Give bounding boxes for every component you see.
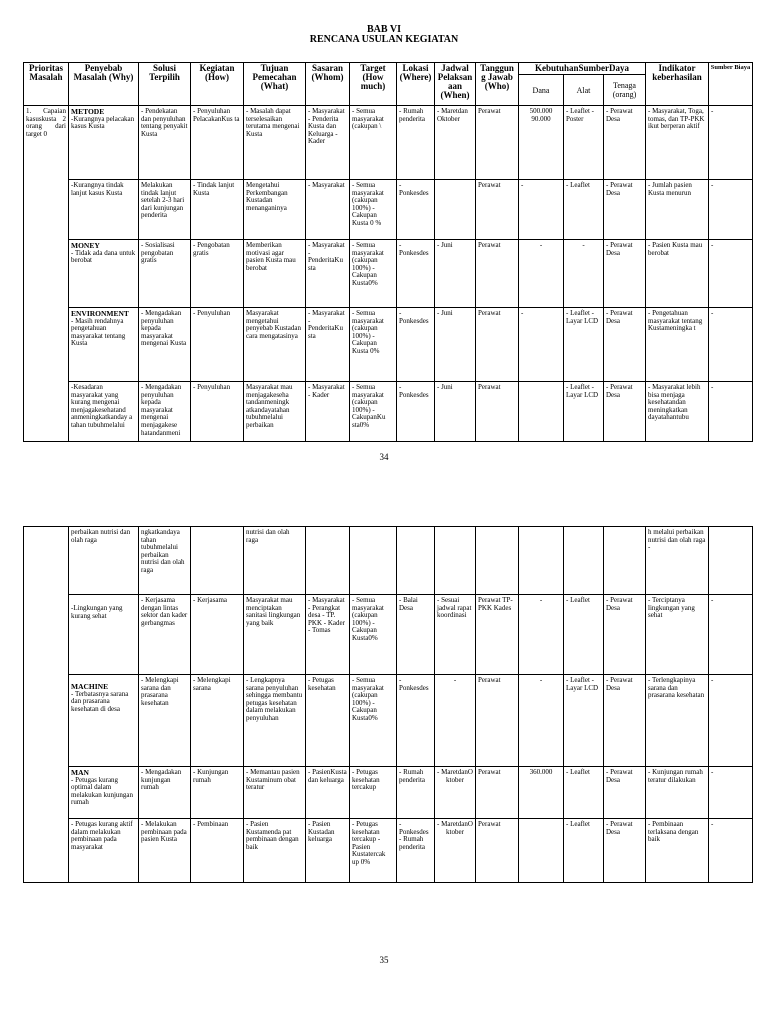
table-cell: - MaretdanO ktober (435, 767, 476, 819)
table-cell: Memberikan motivasi agar pasien Kusta mau berobat (244, 240, 306, 308)
table-cell: - Mengadakan penyuluhan kepada masyarakat mengenai Kusta (139, 308, 191, 382)
table-cell: - (564, 240, 604, 308)
table-cell: - Perawat Desa (604, 106, 646, 180)
table-cell (435, 527, 476, 595)
table-cell (435, 180, 476, 240)
table-cell: - Perawat Desa (604, 180, 646, 240)
table-cell: - Juni (435, 382, 476, 442)
table-cell: - Leaflet - Layar LCD (564, 308, 604, 382)
col-penyebab: Penyebab Masalah (Why) (69, 63, 139, 106)
table-cell: Masyarakat mau menjagakeseha tandanmeningk atkandayatahan tubuhmelalui perbaikan (244, 382, 306, 442)
col-prioritas: Prioritas Masalah (24, 63, 69, 106)
table-cell: Mengetahui Perkembangan Kustadan menanganinya (244, 180, 306, 240)
table-cell: - Jumlah pasien Kusta menurun (646, 180, 709, 240)
col-lokasi: Lokasi (Where) (397, 63, 435, 106)
table-cell: - (709, 767, 753, 819)
col-sumber: Sumber Biaya (709, 63, 753, 106)
table-cell: nutrisi dan olah raga (244, 527, 306, 595)
table-cell: - Leaflet - Layar LCD (564, 675, 604, 767)
table-cell: - Rumah penderita (397, 106, 435, 180)
table-cell: - (519, 240, 564, 308)
table-cell: 500.000 90.000 (519, 106, 564, 180)
table-cell: - Petugas kesehatan tercakup (350, 767, 397, 819)
prioritas-masalah: 1. Capaian kasuskusta 2 orang dari target 0 (24, 106, 69, 442)
table-cell: - Ponkesdes (397, 675, 435, 767)
table-cell: - Terlengkapinya sarana dan prasarana kesehatan (646, 675, 709, 767)
table-cell: MONEY - Tidak ada dana untuk berobat (69, 240, 139, 308)
table-cell: -Lingkungan yang kurang sehat (69, 595, 139, 675)
table-cell: - Perawat Desa (604, 675, 646, 767)
table-cell: - Masyarakat (306, 180, 350, 240)
table-cell: - Kunjungan rumah teratur dilakukan (646, 767, 709, 819)
table-cell: - Pengobatan gratis (191, 240, 244, 308)
col-solusi: Solusi Terpilih (139, 63, 191, 106)
table-cell: - (709, 240, 753, 308)
table-cell-empty (24, 527, 69, 883)
table-cell: - Ponkesdes (397, 308, 435, 382)
table-cell: - Melakukan pembinaan pada pasien Kusta (139, 819, 191, 883)
table-cell: - (519, 180, 564, 240)
table-cell: - Masyarakat - Kader (306, 382, 350, 442)
table-cell: - Leaflet (564, 595, 604, 675)
table-cell: - Petugas kesehatan (306, 675, 350, 767)
table-cell: - (709, 382, 753, 442)
table-cell (519, 382, 564, 442)
table-cell: - Pengetahuan masyarakat tentang Kustameningka t (646, 308, 709, 382)
plan-table-page-1 (23, 62, 753, 442)
table-cell: - Semua masyarakat (cakupan 100%) - Cakupan Kusta0% (350, 240, 397, 308)
table-cell: - Melengkapi sarana (191, 675, 244, 767)
col-tenaga: Tenaga (orang) (604, 75, 646, 106)
table-cell: - Leaflet (564, 180, 604, 240)
table-cell: - PasienKusta dan keluarga (306, 767, 350, 819)
table-cell: - Mengadakan kunjungan rumah (139, 767, 191, 819)
table-cell: Perawat (476, 819, 519, 883)
table-cell: Perawat (476, 382, 519, 442)
table-cell: - (519, 595, 564, 675)
table-cell: - (709, 180, 753, 240)
table-cell: Perawat TP-PKK Kades (476, 595, 519, 675)
table-cell (191, 527, 244, 595)
table-cell: - Pendekatan dan penyuluhan tentang penyakit Kusta (139, 106, 191, 180)
col-alat: Alat (564, 75, 604, 106)
table-cell: - Leaflet - Poster (564, 106, 604, 180)
table-cell: -Kesadaran masyarakat yang kurang mengenai menjagakesehatand anmeningkatkanday a tahan tubuhmelalui (69, 382, 139, 442)
table-cell: - Lengkapnya sarana penyuluhan sehingga membantu petugas kesehatan dalam melakukan penyuluhan (244, 675, 306, 767)
table-cell: - Perawat Desa (604, 819, 646, 883)
table-cell: - (709, 595, 753, 675)
table-cell: - Pembinaan (191, 819, 244, 883)
table-cell (306, 527, 350, 595)
table-cell: ngkatkandaya tahan tubuhmelalui perbaikan nutrisi dan olah raga (139, 527, 191, 595)
table-cell: - Semua masyarakat (cakupan 100%) - Cakupan Kusta0% (350, 675, 397, 767)
table-cell (709, 527, 753, 595)
table-cell: - Pasien Kustamenda pat pembinaan dengan baik (244, 819, 306, 883)
table-cell: - Rumah penderita (397, 767, 435, 819)
table-cell (564, 527, 604, 595)
table-cell: - Penyuluhan (191, 382, 244, 442)
col-tanggung: Tanggun g Jawab (Who) (476, 63, 519, 106)
table-cell: Perawat (476, 308, 519, 382)
table-cell: - Masyarakat - Penderita Kusta dan Keluarga - Kader (306, 106, 350, 180)
table-cell: Perawat (476, 767, 519, 819)
table-cell: - Perawat Desa (604, 240, 646, 308)
table-cell: - Juni (435, 308, 476, 382)
table-cell: MACHINE - Terbatasnya sarana dan prasarana kesehatan di desa (69, 675, 139, 767)
table-cell: - Petugas kurang aktif dalam melakukan pembinaan pada masyarakat (69, 819, 139, 883)
table-cell: - Kerjasama dengan lintas sektor dan kader gerbangmas (139, 595, 191, 675)
table-cell: - Masyarakat - PenderitaKu sta (306, 240, 350, 308)
table-cell: - Balai Desa (397, 595, 435, 675)
table-cell (476, 527, 519, 595)
col-kegiatan: Kegiatan (How) (191, 63, 244, 106)
table-cell: Perawat (476, 240, 519, 308)
col-tujuan: Tujuan Pemecahan (What) (244, 63, 306, 106)
col-kebutuhan: KebutuhanSumberDaya (519, 63, 646, 75)
table-cell: - Perawat Desa (604, 382, 646, 442)
table-cell: h melalui perbaikan nutrisi dan olah raga - (646, 527, 709, 595)
table-cell: Masyarakat mengetahui penyebab Kustadan cara mengatasinya (244, 308, 306, 382)
table-cell: perbaikan nutrisi dan olah raga (69, 527, 139, 595)
table-cell: - Ponkesdes (397, 382, 435, 442)
table-cell: - Semua masyarakat (cakupan 100%) - CakupanKu sta0% (350, 382, 397, 442)
table-cell: - Pembinaan terlaksana dengan baik (646, 819, 709, 883)
table-cell: - Leaflet - Layar LCD (564, 382, 604, 442)
table-cell: - Semua masyarakat (cakupan 100%) - Cakupan Kusta 0 % (350, 180, 397, 240)
table-cell: - (709, 308, 753, 382)
table-cell: - Terciptanya lingkungan yang sehat (646, 595, 709, 675)
col-target: Target (How much) (350, 63, 397, 106)
table-cell: - Masyarakat - Perangkat desa - TP. PKK - Kader - Tomas (306, 595, 350, 675)
table-cell: - Tindak lanjut Kusta (191, 180, 244, 240)
table-cell: - Sosialisasi pengobatan gratis (139, 240, 191, 308)
table-cell: - Memantau pasien Kustaminum obat teratur (244, 767, 306, 819)
table-cell: - Semua masyarakat (cakupan \ (350, 106, 397, 180)
table-cell: - (709, 819, 753, 883)
table-cell: - Kerjasama (191, 595, 244, 675)
chapter-subtitle: RENCANA USULAN KEGIATAN (309, 34, 459, 45)
table-cell: 360.000 (519, 767, 564, 819)
table-cell: Perawat (476, 106, 519, 180)
table-cell: - Ponkesdes (397, 180, 435, 240)
page-number: 35 (379, 955, 389, 965)
table-cell: - Pasien Kusta mau berobat (646, 240, 709, 308)
table-cell: - MaretdanO ktober (435, 819, 476, 883)
table-cell: MAN - Petugas kurang optimal dalam melakukan kunjungan rumah (69, 767, 139, 819)
table-cell (604, 527, 646, 595)
table-cell: - Penyuluhan (191, 308, 244, 382)
table-cell: - Semua masyarakat (cakupan 100%) - Cakupan Kusta 0% (350, 308, 397, 382)
col-jadwal: Jadwal Pelaksan aan (When) (435, 63, 476, 106)
table-cell: METODE -Kurangnya pelacakan kasus Kusta (69, 106, 139, 180)
table-cell: - Masyarakat lebih bisa menjaga kesehatandan meningkatkan dayatahantubu (646, 382, 709, 442)
table-cell: - (519, 308, 564, 382)
table-cell: - Ponkesdes (397, 240, 435, 308)
table-cell: Perawat (476, 180, 519, 240)
table-cell: - Leaflet (564, 819, 604, 883)
table-cell: Perawat (476, 675, 519, 767)
table-cell (519, 819, 564, 883)
table-cell: - Pasien Kustadan keluarga (306, 819, 350, 883)
plan-table-page-2 (23, 526, 753, 883)
table-cell: - (709, 106, 753, 180)
table-cell: - Mengadakan penyuluhan kepada masyarakat mengenai menjagakese hatandanmeni (139, 382, 191, 442)
table-cell: Melakukan tindak lanjut setelah 2-3 hari dari kunjungan penderita (139, 180, 191, 240)
chapter-title: BAB VI (367, 24, 401, 35)
col-indikator: Indikator keberhasilan (646, 63, 709, 106)
table-cell: - Ponkesdes - Rumah penderita (397, 819, 435, 883)
table-cell: ENVIRONMENT - Masih rendahnya pengetahuan masyarakat tentang Kusta (69, 308, 139, 382)
table-cell: - (519, 675, 564, 767)
table-cell (519, 527, 564, 595)
col-dana: Dana (519, 75, 564, 106)
table-cell: Masyarakat mau menciptakan sanitasi lingkungan yang baik (244, 595, 306, 675)
table-cell: -Kurangnya tindak lanjut kasus Kusta (69, 180, 139, 240)
page-number: 34 (379, 452, 389, 462)
table-cell: - Juni (435, 240, 476, 308)
table-cell: - (435, 675, 476, 767)
table-cell: - Sesuai jadwal rapat koordinasi (435, 595, 476, 675)
table-cell: - Perawat Desa (604, 308, 646, 382)
table-cell: - Maretdan Oktober (435, 106, 476, 180)
table-cell: - Masyarakat - PenderitaKu sta (306, 308, 350, 382)
table-cell: - Kunjungan rumah (191, 767, 244, 819)
table-cell: - Perawat Desa (604, 767, 646, 819)
table-cell: - Masalah dapat terselesaikan terutama mengenai Kusta (244, 106, 306, 180)
table-cell (397, 527, 435, 595)
table-cell: - Petugas kesehatan tercakup - Pasien Kustatercak up 0% (350, 819, 397, 883)
table-cell: - Semua masyarakat (cakupan 100%) - Cakupan Kusta0% (350, 595, 397, 675)
table-cell: - Leaflet (564, 767, 604, 819)
table-cell: - Perawat Desa (604, 595, 646, 675)
table-cell: - (709, 675, 753, 767)
table-cell: - Melengkapi sarana dan prasarana kesehatan (139, 675, 191, 767)
col-sasaran: Sasaran (Whom) (306, 63, 350, 106)
table-cell: - Masyarakat, Toga, tomas, dan TP-PKK ikut berperan aktif (646, 106, 709, 180)
table-cell: - Penyuluhan PelacakanKus ta (191, 106, 244, 180)
table-cell (350, 527, 397, 595)
